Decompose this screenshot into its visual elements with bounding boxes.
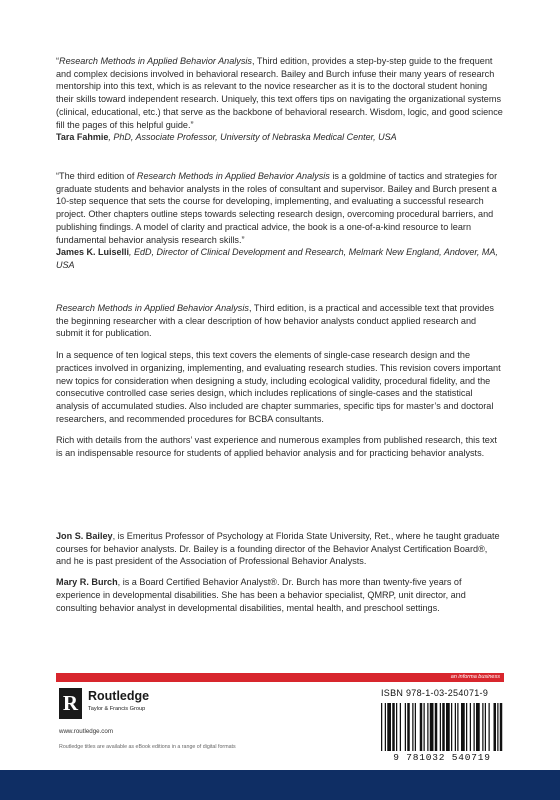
routledge-logo-letter: R <box>62 691 79 715</box>
author-name-bailey: Jon S. Bailey <box>56 531 113 541</box>
barcode-bar <box>405 703 406 751</box>
barcode-bar <box>457 703 458 751</box>
quote-1-author: Tara Fahmie <box>56 132 109 143</box>
quote-2-body: is a goldmine of tactics and strategies for graduate students and behavior analysts in the roles of consultant and supervisor. Bailey and Burch present a 10-step sequence that sets the course for developing, implementing, and evaluating a successful research project. Other chapters outline steps towards selecting research design, overcoming procedural barriers, and publishing findings. A model of clarity and practical advice, the book is a one-of-a-kind resource to learn fundamental behavior analysis research skills.” <box>56 171 498 245</box>
description-paragraph-2: In a sequence of ten logical steps, this text covers the elements of single-case research design and the practices involved in organizing, implementing, and evaluating research studies. This revision covers important new topics for consideration when designing a study, including ecological validity, procedural fidelity, and the consecutive controlled case series design, which includes replications of single-cases and the statistical analysis of accumulated studies. Also included are chapter summaries, specific tips for master’s and doctoral researchers, and recommended procedures for BCBA consultants. <box>56 350 501 424</box>
barcode-bar <box>470 703 471 751</box>
routledge-logo-icon <box>59 688 82 719</box>
barcode-bar <box>485 703 486 751</box>
quote-2-attribution <box>56 246 504 271</box>
barcode-bar <box>500 703 503 751</box>
publisher-url: www.routledge.com <box>59 728 113 735</box>
description-paragraph-1 <box>56 302 504 340</box>
bottom-color-bar <box>0 770 560 800</box>
barcode-digits: 9 781032 540719 <box>393 752 491 763</box>
barcode-bar <box>442 703 445 751</box>
quote-2-book-title: Research Methods in Applied Behavior Analysis <box>136 171 330 181</box>
description-book-title: Research Methods in Applied Behavior Analysis <box>56 303 249 313</box>
barcode-bar <box>424 703 425 751</box>
description-p1-body: , Third edition, is a practical and accessible text that provides the beginning researcher with a clear description of how behavior analysts conduct applied research and submit it for publication. <box>56 303 494 339</box>
quote-1-affiliation: , PhD, Associate Professor, University of Nebraska Medical Center, USA <box>108 132 397 143</box>
barcode-icon <box>380 703 504 751</box>
barcode-bar <box>381 703 382 751</box>
barcode-bar <box>494 703 497 751</box>
quote-1-text <box>56 55 504 131</box>
barcode-bar <box>400 703 401 751</box>
barcode-bar <box>407 703 410 751</box>
quote-2-text <box>56 170 504 246</box>
informa-band <box>56 673 504 682</box>
quote-1-body: , Third edition, provides a step-by-step guide to the frequent and complex decisions involved in behavioral research. Bailey and Burch infuse their many years of research mentorship into this text, which is as relevant to the novice researcher as it is to the doctoral student honing their skills toward independent research. Uniquely, this text offers tips on navigating the organizational systems (clinical, educational, etc.) that serve as the backbone of behavioral research. Wisdom, logic, and good science fill the pages of this helpful guide.” <box>56 56 503 130</box>
barcode-bar <box>412 703 413 751</box>
barcode-bar <box>474 703 475 751</box>
quote-2-lead: “The third edition of <box>56 171 137 181</box>
book-description <box>56 302 504 469</box>
barcode-bar <box>415 703 416 751</box>
barcode-bar <box>476 703 480 751</box>
publisher-name: Routledge <box>88 689 150 703</box>
quote-2-author: James K. Luiselli <box>56 247 130 258</box>
publisher-group: Taylor & Francis Group <box>88 706 146 712</box>
endorsement-quote-1 <box>56 55 504 144</box>
barcode-bar <box>420 703 423 751</box>
author-bios <box>56 530 504 622</box>
barcode-bar <box>396 703 397 751</box>
author-bio-bailey <box>56 530 504 568</box>
barcode-bar <box>466 703 467 751</box>
barcode-bar <box>435 703 438 751</box>
quote-2-affiliation: , EdD, Director of Clinical Development and Research, Melmark New England, Andover, MA, USA <box>56 247 498 270</box>
informa-label: an informa business <box>450 674 500 680</box>
author-bio-burch <box>56 576 504 614</box>
author-bio-burch-text: , is a Board Certified Behavior Analyst®. Dr. Burch has more than twenty-five years of experience in developmental disabilities. She has been a behavior specialist, QMRP, unit director, and consulting behavior analyst in developmental disabilities, mental health, and preschool settings. <box>56 577 466 613</box>
ebook-note: Routledge titles are available as eBook editions in a range of digital formats <box>59 744 236 750</box>
quote-1-attribution <box>56 131 504 144</box>
author-name-burch: Mary R. Burch <box>56 577 118 588</box>
barcode-bar <box>446 703 450 751</box>
barcode-bar <box>461 703 465 751</box>
quote-1-open-quote: “ <box>56 56 60 66</box>
barcode-bar <box>392 703 395 751</box>
barcode-bar <box>385 703 386 751</box>
barcode-bar <box>482 703 483 751</box>
barcode-bar <box>440 703 441 751</box>
barcode-bar <box>497 703 498 751</box>
quote-1-book-title: Research Methods in Applied Behavior Analysis <box>59 56 252 66</box>
barcode-bar <box>455 703 456 751</box>
isbn-label: ISBN 978-1-03-254071-9 <box>381 688 489 698</box>
barcode-bar <box>489 703 490 751</box>
author-bio-bailey-text: , is Emeritus Professor of Psychology at Florida State University, Ret., where he taught graduate courses for behavior analysts. Dr. Bailey is a founding director of the Behavior Analyst Certification Board®, and he is past president of the Association of Professional Behavior Analysts. <box>56 531 500 567</box>
barcode-bar <box>430 703 434 751</box>
description-paragraph-3: Rich with details from the authors’ vast experience and numerous examples from published research, this text is an indispensable resource for students of applied behavior analysis and for practicing behavior analysts. <box>56 435 497 459</box>
barcode-bar <box>451 703 452 751</box>
endorsement-quote-2 <box>56 170 504 272</box>
barcode-bar <box>387 703 391 751</box>
barcode-bar <box>427 703 428 751</box>
